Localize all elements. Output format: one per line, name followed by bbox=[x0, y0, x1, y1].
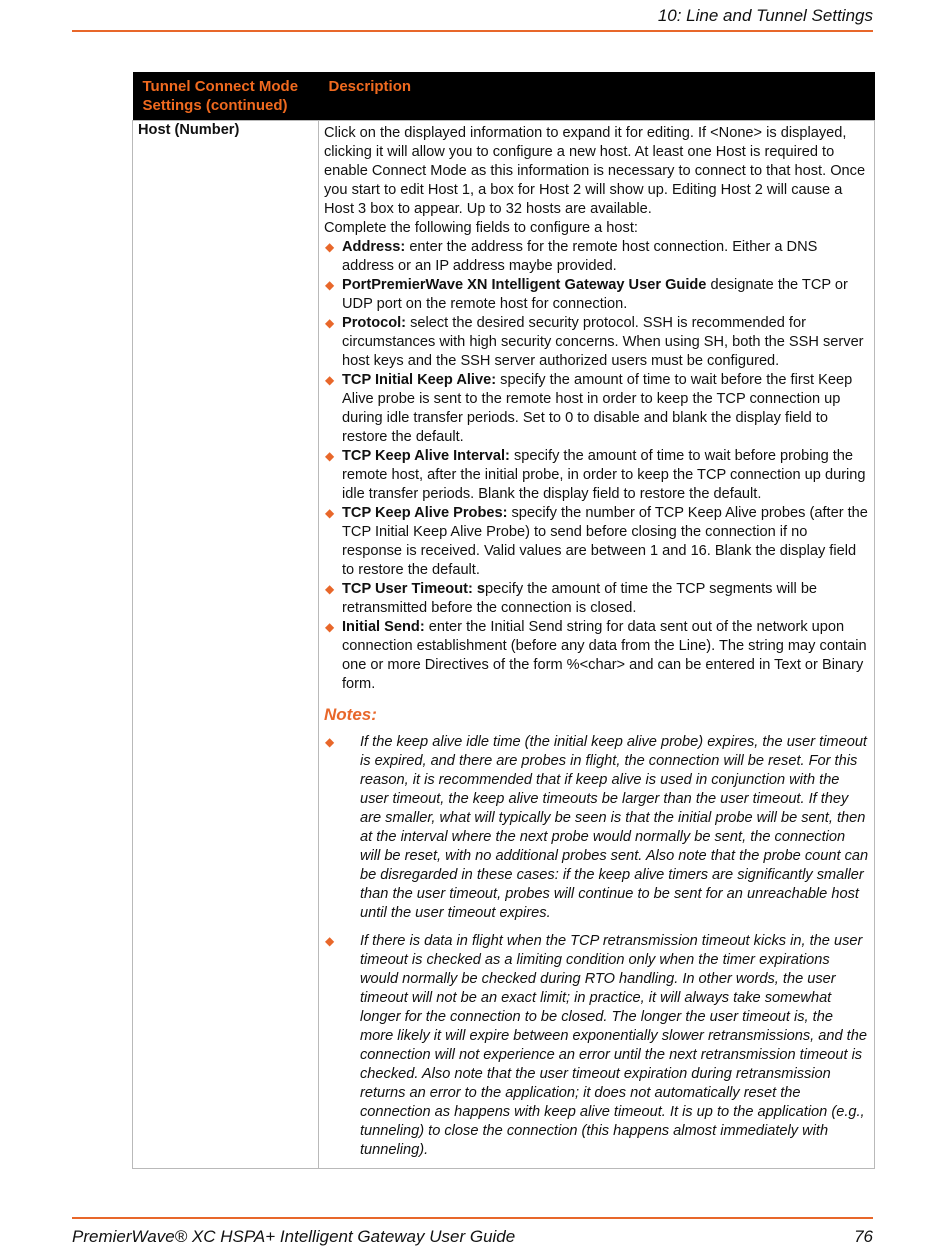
diamond-bullet-icon: ◆ bbox=[325, 449, 335, 463]
field-term: PortPremierWave XN Intelligent Gateway User Guide bbox=[342, 277, 707, 293]
field-term: Protocol: bbox=[342, 315, 407, 331]
field-description: designate the TCP or UDP port on the remote host for connection. bbox=[342, 277, 848, 312]
list-item bbox=[324, 371, 869, 447]
diamond-bullet-icon: ◆ bbox=[325, 278, 335, 292]
note-text: If there is data in flight when the TCP retransmission timeout kicks in, the user timeout is checked as a limiting condition only when the timer expirations would normally be checked during RTO handling. In other words, the user timeout will not be an exact limit; in practice, it will always take somewhat longer for the connection to be closed. The longer the user timeout is, the more likely it will expire between exponentially slower retransmissions, and the connection will not experience an error until the next retransmission timeout is checked. Also note that the user timeout expiration during retransmission returns an error to the application; it does not automatically reset the connection as happens with keep alive timeout. It is up to the application (e.g., tunneling) to close the connection (this happens almost immediately with tunneling). bbox=[360, 933, 867, 1158]
row-label-host-number: Host (Number) bbox=[133, 121, 319, 1169]
field-list bbox=[324, 238, 869, 694]
description-cell bbox=[319, 121, 875, 1169]
list-item bbox=[324, 238, 869, 276]
footer-rule bbox=[72, 1217, 873, 1219]
field-term: TCP Initial Keep Alive: bbox=[342, 372, 497, 388]
notes-list bbox=[324, 733, 869, 1160]
field-description: specify the amount of time to wait before probing the remote host, after the initial probe, in order to keep the TCP connection up during idle transfer periods. Blank the display field to restore the default. bbox=[342, 448, 866, 502]
list-item bbox=[324, 447, 869, 504]
note-item bbox=[324, 932, 869, 1160]
field-description: enter the address for the remote host connection. Either a DNS address or an IP address maybe provided. bbox=[342, 239, 818, 274]
diamond-bullet-icon: ◆ bbox=[325, 735, 335, 749]
field-description: enter the Initial Send string for data sent out of the network upon connection establishment (before any data from the Line). The string may contain one or more Directives of the form %<char> and can be entered in Text or Binary form. bbox=[342, 619, 867, 692]
field-description: specify the number of TCP Keep Alive probes (after the TCP Initial Keep Alive Probe) to send before closing the connection if no response is received. Valid values are between 1 and 16. Blank the display field to restore the default. bbox=[342, 505, 868, 578]
list-item bbox=[324, 314, 869, 371]
list-item bbox=[324, 618, 869, 694]
column-header-settings: Tunnel Connect Mode Settings (continued) bbox=[133, 72, 319, 121]
field-description: select the desired security protocol. SSH is recommended for circumstances with high security concerns. When using SH, both the SSH server host keys and the SSH server authorized users must be configured. bbox=[342, 315, 864, 369]
field-term: TCP Keep Alive Probes: bbox=[342, 505, 508, 521]
intro-paragraph: Click on the displayed information to expand it for editing. If <None> is displayed, clicking it will allow you to configure a new host. At least one Host is required to enable Connect Mode as this information is necessary to connect to that host. Once you start to edit Host 1, a box for Host 2 will show up. Editing Host 2 will cause a Host 3 box to appear. Up to 32 hosts are available. bbox=[324, 125, 866, 217]
field-description: pecify the amount of time the TCP segments will be retransmitted before the connection is closed. bbox=[342, 581, 818, 616]
diamond-bullet-icon: ◆ bbox=[325, 582, 335, 596]
note-text: If the keep alive idle time (the initial keep alive probe) expires, the user timeout is expired, and there are probes in flight, the connection will be reset. For this reason, it is recommended that if keep alive is used in conjunction with the user timeout, the keep alive timeouts be larger than the user timeout. If they are smaller, what will typically be seen is that the initial probe will be sent, then at the interval where the next probe would normally be sent, the connection will be reset, with no additional probes sent. Also note that the probe count can be disregarded in these cases: if the keep alive timers are significantly smaller than the user timeout, probes will continue to be sent for an unreachable host until the user timeout expires. bbox=[360, 734, 869, 921]
field-term: Initial Send: bbox=[342, 619, 425, 635]
field-term: TCP Keep Alive Interval: bbox=[342, 448, 510, 464]
section-title: 10: Line and Tunnel Settings bbox=[657, 6, 873, 25]
column-header-description: Description bbox=[319, 72, 875, 121]
diamond-bullet-icon: ◆ bbox=[325, 240, 335, 254]
table-header-row bbox=[133, 72, 875, 121]
list-item bbox=[324, 580, 869, 618]
list-item bbox=[324, 504, 869, 580]
settings-table bbox=[132, 72, 875, 1169]
footer-doc-title: PremierWave® XC HSPA+ Intelligent Gateway User Guide bbox=[72, 1227, 516, 1246]
diamond-bullet-icon: ◆ bbox=[325, 373, 335, 387]
table-row bbox=[133, 121, 875, 1169]
list-item bbox=[324, 276, 869, 314]
header-rule bbox=[72, 30, 873, 32]
notes-heading: Notes: bbox=[324, 705, 377, 724]
note-item bbox=[324, 733, 869, 923]
field-description: specify the amount of time to wait before the first Keep Alive probe is sent to the remote host in order to keep the TCP connection up during idle transfer periods. Set to 0 to disable and blank the display field to restore the default. bbox=[342, 372, 853, 445]
diamond-bullet-icon: ◆ bbox=[325, 506, 335, 520]
intro-instruction: Complete the following fields to configure a host: bbox=[324, 220, 638, 236]
diamond-bullet-icon: ◆ bbox=[325, 316, 335, 330]
diamond-bullet-icon: ◆ bbox=[325, 620, 335, 634]
diamond-bullet-icon: ◆ bbox=[325, 934, 335, 948]
page-number: 76 bbox=[854, 1227, 873, 1246]
field-term: Address: bbox=[342, 239, 406, 255]
field-term: TCP User Timeout: s bbox=[342, 581, 486, 597]
